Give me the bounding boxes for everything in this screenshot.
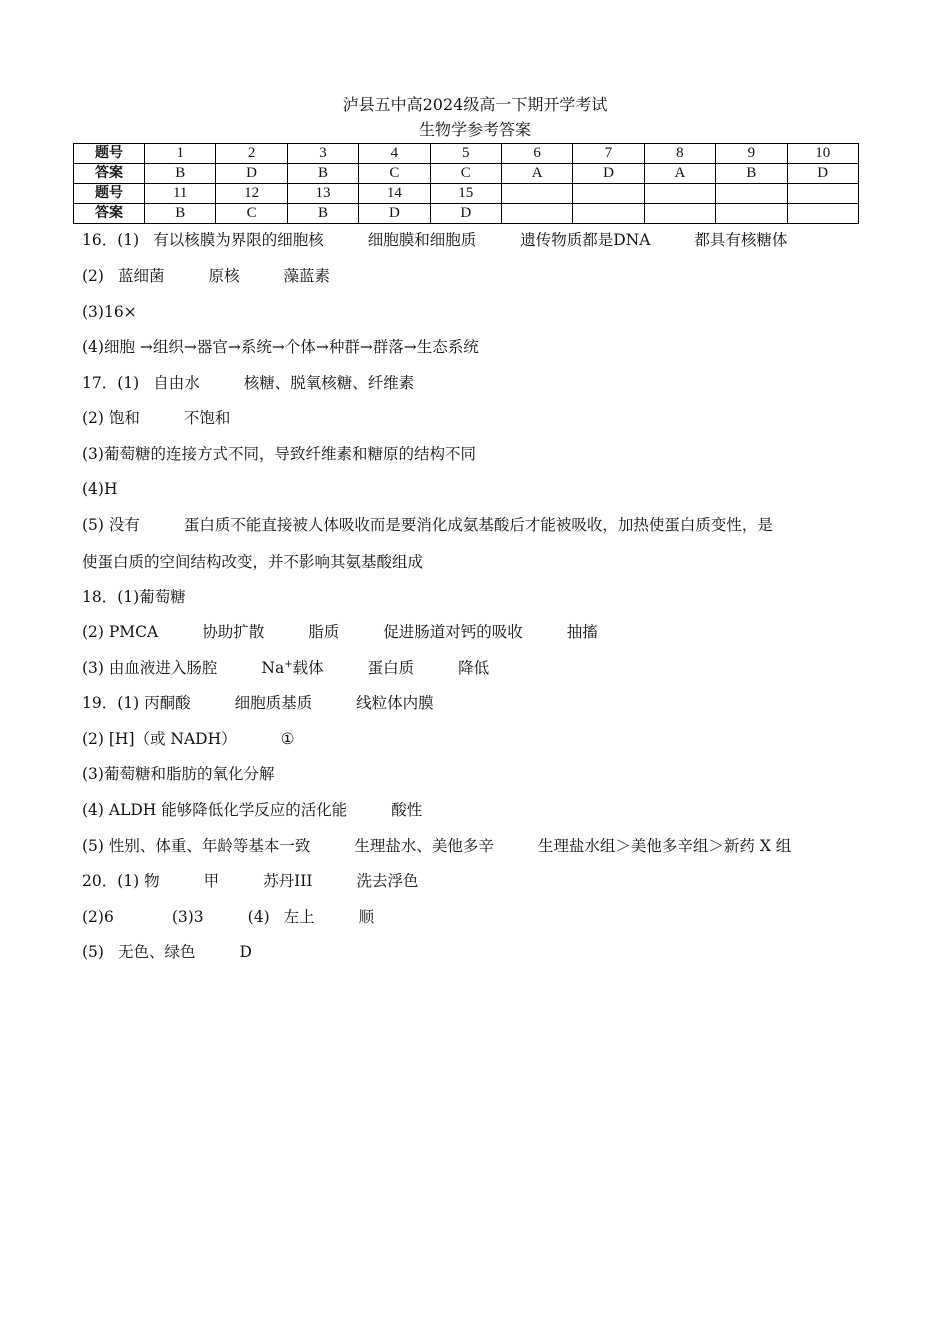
answer-text: D [239,943,252,961]
q20-line-3 [82,942,252,962]
q19-line-3: (3)葡萄糖和脂肪的氧化分解 [82,765,275,783]
q18-line-3 [82,658,489,678]
answer-text: 线粒体内膜 [356,694,434,712]
table-cell: A [644,164,715,184]
answer-text: 甲 [203,872,220,890]
table-cell: D [787,164,858,184]
q16-number: 16．(1) [82,231,140,249]
answer-text: (3) 由血液进入肠腔 [82,659,218,677]
answer-text: 蛋白质 [367,659,415,677]
answer-text: 洗去浮色 [356,872,419,890]
q19-line-2 [82,729,295,749]
table-cell: B [716,164,787,184]
q18-line-1: 18．(1)葡萄糖 [82,588,186,606]
table-cell: D [216,164,287,184]
answer-text: (2) [82,267,104,285]
answer-text: 自由水 [153,374,200,392]
table-row [74,204,859,224]
table-cell [501,184,572,204]
table-cell: 8 [644,144,715,164]
answer-text: 蓝细菌 [117,267,165,285]
answer-text: 19．(1) 丙酮酸 [82,694,191,712]
table-cell [787,184,858,204]
answer-text: 20．(1) 物 [82,872,160,890]
answer-text: 苏丹III [263,872,313,890]
table-cell: C [216,204,287,224]
table-cell: A [501,164,572,184]
answer-text: 细胞质基质 [234,694,313,712]
answer-text: 左上 [283,908,315,926]
table-cell: B [145,204,216,224]
table-cell [573,204,644,224]
ion-suffix: 载体 [292,659,324,677]
answer-text: (2)6 [82,908,114,926]
q17-line-6: 使蛋白质的空间结构改变，并不影响其氨基酸组成 [82,553,424,571]
answer-text: 遗传物质都是DNA [520,231,651,249]
table-cell [787,204,858,224]
table-row [74,144,859,164]
table-cell: 14 [359,184,430,204]
table-row [74,164,859,184]
table-cell: D [573,164,644,184]
table-cell: 3 [287,144,358,164]
answer-text: 降低 [458,659,490,677]
q17-number: 17．(1) [82,374,140,392]
table-cell: 5 [430,144,501,164]
answer-text: 藻蓝素 [283,267,331,285]
answer-text: (5) [82,943,104,961]
q19-line-4 [82,800,422,820]
answer-text: (2) PMCA [82,623,159,641]
q20-line-1 [82,871,419,891]
answer-text: ① [280,730,295,748]
table-cell: C [430,164,501,184]
answer-table [73,143,859,224]
table-cell: 15 [430,184,501,204]
table-cell: C [359,164,430,184]
answer-text: 促进肠道对钙的吸收 [383,623,523,641]
answer-text: (3)3 [171,908,204,926]
table-cell: 9 [716,144,787,164]
q18-line-2 [82,622,598,642]
table-row [74,184,859,204]
table-cell: B [287,204,358,224]
q19-line-5 [82,836,791,856]
row-header: 题号 [74,184,145,204]
page-title: 泸县五中高2024级高一下期开学考试 [342,95,608,114]
answer-text: (5) 性别、体重、年龄等基本一致 [82,837,311,855]
answer-text [261,658,323,678]
answer-text: 抽搐 [566,623,598,641]
q17-line-5 [82,515,773,535]
answer-text: 不饱和 [183,409,231,427]
ion-symbol: Na [261,659,285,677]
table-cell: 7 [573,144,644,164]
table-cell [573,184,644,204]
answer-text: 酸性 [391,801,423,819]
answer-text: 核糖、脱氧核糖、纤维素 [243,374,415,392]
q19-line-1 [82,693,434,713]
table-cell: 1 [145,144,216,164]
q16-line-1 [82,230,787,250]
table-cell: 4 [359,144,430,164]
q20-line-2 [82,907,374,927]
answer-text: 有以核膜为界限的细胞核 [153,231,324,249]
ion-charge: + [284,658,293,670]
row-header: 题号 [74,144,145,164]
answer-text: (2) [H]（或 NADH） [82,730,237,748]
q17-line-4: (4)H [82,480,118,498]
answer-text: (5) 没有 [82,516,140,534]
answer-text: (4) ALDH 能够降低化学反应的活化能 [82,801,348,819]
answer-text: (4) [247,908,270,926]
table-cell: 13 [287,184,358,204]
answer-text: 顺 [358,908,375,926]
row-header: 答案 [74,204,145,224]
answer-text: 协助扩散 [202,623,265,641]
answer-text: (2) 饱和 [82,409,140,427]
table-cell: 2 [216,144,287,164]
answer-text: 原核 [208,267,240,285]
table-cell: 10 [787,144,858,164]
table-cell [716,204,787,224]
table-cell: B [145,164,216,184]
table-cell [644,204,715,224]
table-cell [644,184,715,204]
row-header: 答案 [74,164,145,184]
answer-text: 脂质 [308,623,340,641]
q17-line-1 [82,373,414,393]
table-cell: 11 [145,184,216,204]
answer-text: 无色、绿色 [117,943,196,961]
q17-line-3: (3)葡萄糖的连接方式不同，导致纤维素和糖原的结构不同 [82,445,476,463]
answer-text: 都具有核糖体 [694,231,788,249]
table-cell: 6 [501,144,572,164]
answer-text: 蛋白质不能直接被人体吸收而是要消化成氨基酸后才能被吸收，加热使蛋白质变性，是 [183,516,773,534]
table-cell: D [430,204,501,224]
answer-text: 细胞膜和细胞质 [367,231,477,249]
table-cell: B [287,164,358,184]
q16-line-2 [82,266,330,286]
table-cell [501,204,572,224]
q17-line-2 [82,408,230,428]
table-cell [716,184,787,204]
table-cell: D [359,204,430,224]
table-cell: 12 [216,184,287,204]
q16-line-3: (3)16× [82,303,137,321]
answer-text: 生理盐水、美他多辛 [354,837,494,855]
q16-line-4: (4)细胞 →组织→器官→系统→个体→种群→群落→生态系统 [82,338,479,356]
page-subtitle: 生物学参考答案 [418,120,531,139]
answer-text: 生理盐水组＞美他多辛组＞新药 X 组 [537,837,792,855]
